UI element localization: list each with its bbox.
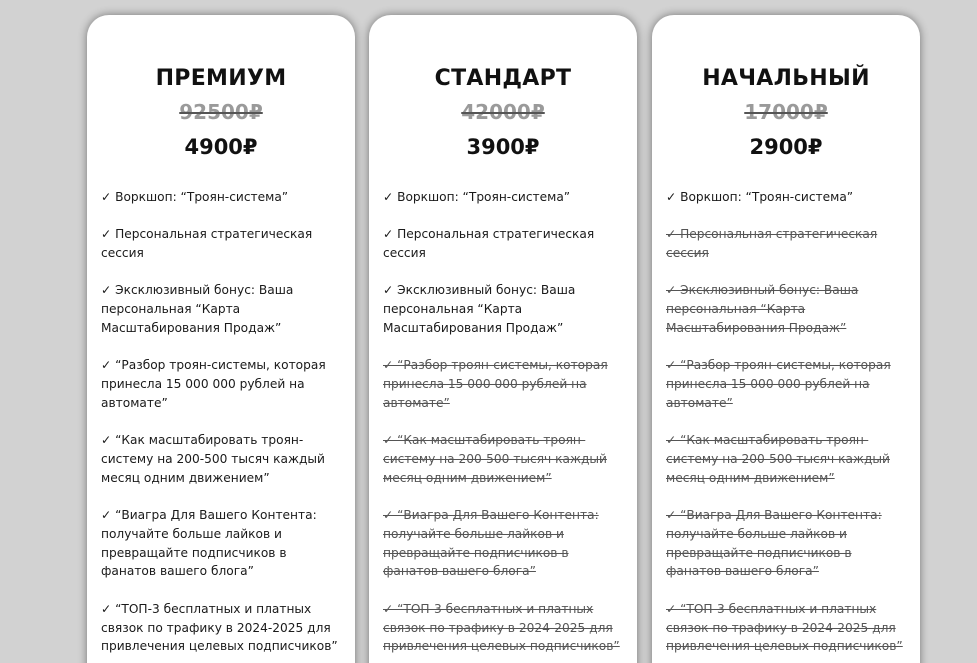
feature-item: ✓ “Разбор троян-системы, которая принесла 15 000 000 рублей на автомате”: [666, 358, 891, 410]
current-price: 2900₽: [749, 135, 823, 159]
feature-item: ✓ Воркшоп: “Троян-система”: [101, 190, 289, 204]
old-price: 17000₽: [744, 100, 828, 124]
plan-name: ПРЕМИУМ: [155, 66, 287, 91]
feature-item: ✓ Эксклюзивный бонус: Ваша персональная “Карта Масштабирования Продаж”: [101, 283, 294, 335]
feature-list: [666, 188, 906, 656]
feature-item: ✓ Персональная стратегическая сессия: [101, 227, 313, 261]
feature-item: ✓ “Виагра Для Вашего Контента: получайте больше лайков и превращайте подписчиков в фанатов вашего блога”: [383, 508, 599, 579]
feature-item: ✓ “Разбор троян-системы, которая принесла 15 000 000 рублей на автомате”: [383, 358, 608, 410]
feature-item: ✓ Персональная стратегическая сессия: [666, 227, 878, 261]
feature-item: ✓ “Как масштабировать троян-систему на 200-500 тысяч каждый месяц одним движением”: [383, 433, 607, 485]
feature-item: ✓ “Виагра Для Вашего Контента: получайте больше лайков и превращайте подписчиков в фанатов вашего блога”: [666, 508, 882, 579]
plan-name: НАЧАЛЬНЫЙ: [702, 66, 870, 91]
plan-name: СТАНДАРТ: [434, 66, 572, 91]
feature-item: ✓ Воркшоп: “Троян-система”: [383, 190, 571, 204]
feature-item: ✓ “Виагра Для Вашего Контента: получайте больше лайков и превращайте подписчиков в фанатов вашего блога”: [101, 508, 317, 579]
plan-card-standard[interactable]: [369, 15, 637, 663]
feature-item: ✓ “Как масштабировать троян-систему на 200-500 тысяч каждый месяц одним движением”: [666, 433, 890, 485]
current-price: 4900₽: [184, 135, 258, 159]
feature-item: ✓ “Разбор троян-системы, которая принесла 15 000 000 рублей на автомате”: [101, 358, 326, 410]
feature-item: ✓ “ТОП-3 бесплатных и платных связок по трафику в 2024-2025 для привлечения целевых подписчиков”: [666, 601, 903, 654]
feature-item: ✓ “Как масштабировать троян-систему на 200-500 тысяч каждый месяц одним движением”: [101, 433, 325, 485]
plan-card-starter[interactable]: [652, 15, 920, 663]
plan-card-premium[interactable]: [87, 15, 355, 663]
feature-list: [383, 188, 623, 656]
feature-list: [101, 188, 341, 656]
feature-item: ✓ “ТОП-3 бесплатных и платных связок по трафику в 2024-2025 для привлечения целевых подписчиков”: [101, 601, 338, 654]
feature-item: ✓ Персональная стратегическая сессия: [383, 227, 595, 261]
old-price: 42000₽: [461, 100, 545, 124]
current-price: 3900₽: [466, 135, 540, 159]
feature-item: ✓ Эксклюзивный бонус: Ваша персональная “Карта Масштабирования Продаж”: [383, 283, 576, 335]
old-price: 92500₽: [179, 100, 263, 124]
feature-item: ✓ “ТОП-3 бесплатных и платных связок по трафику в 2024-2025 для привлечения целевых подписчиков”: [383, 601, 620, 654]
feature-item: ✓ Воркшоп: “Троян-система”: [666, 190, 854, 204]
feature-item: ✓ Эксклюзивный бонус: Ваша персональная “Карта Масштабирования Продаж”: [666, 283, 859, 335]
